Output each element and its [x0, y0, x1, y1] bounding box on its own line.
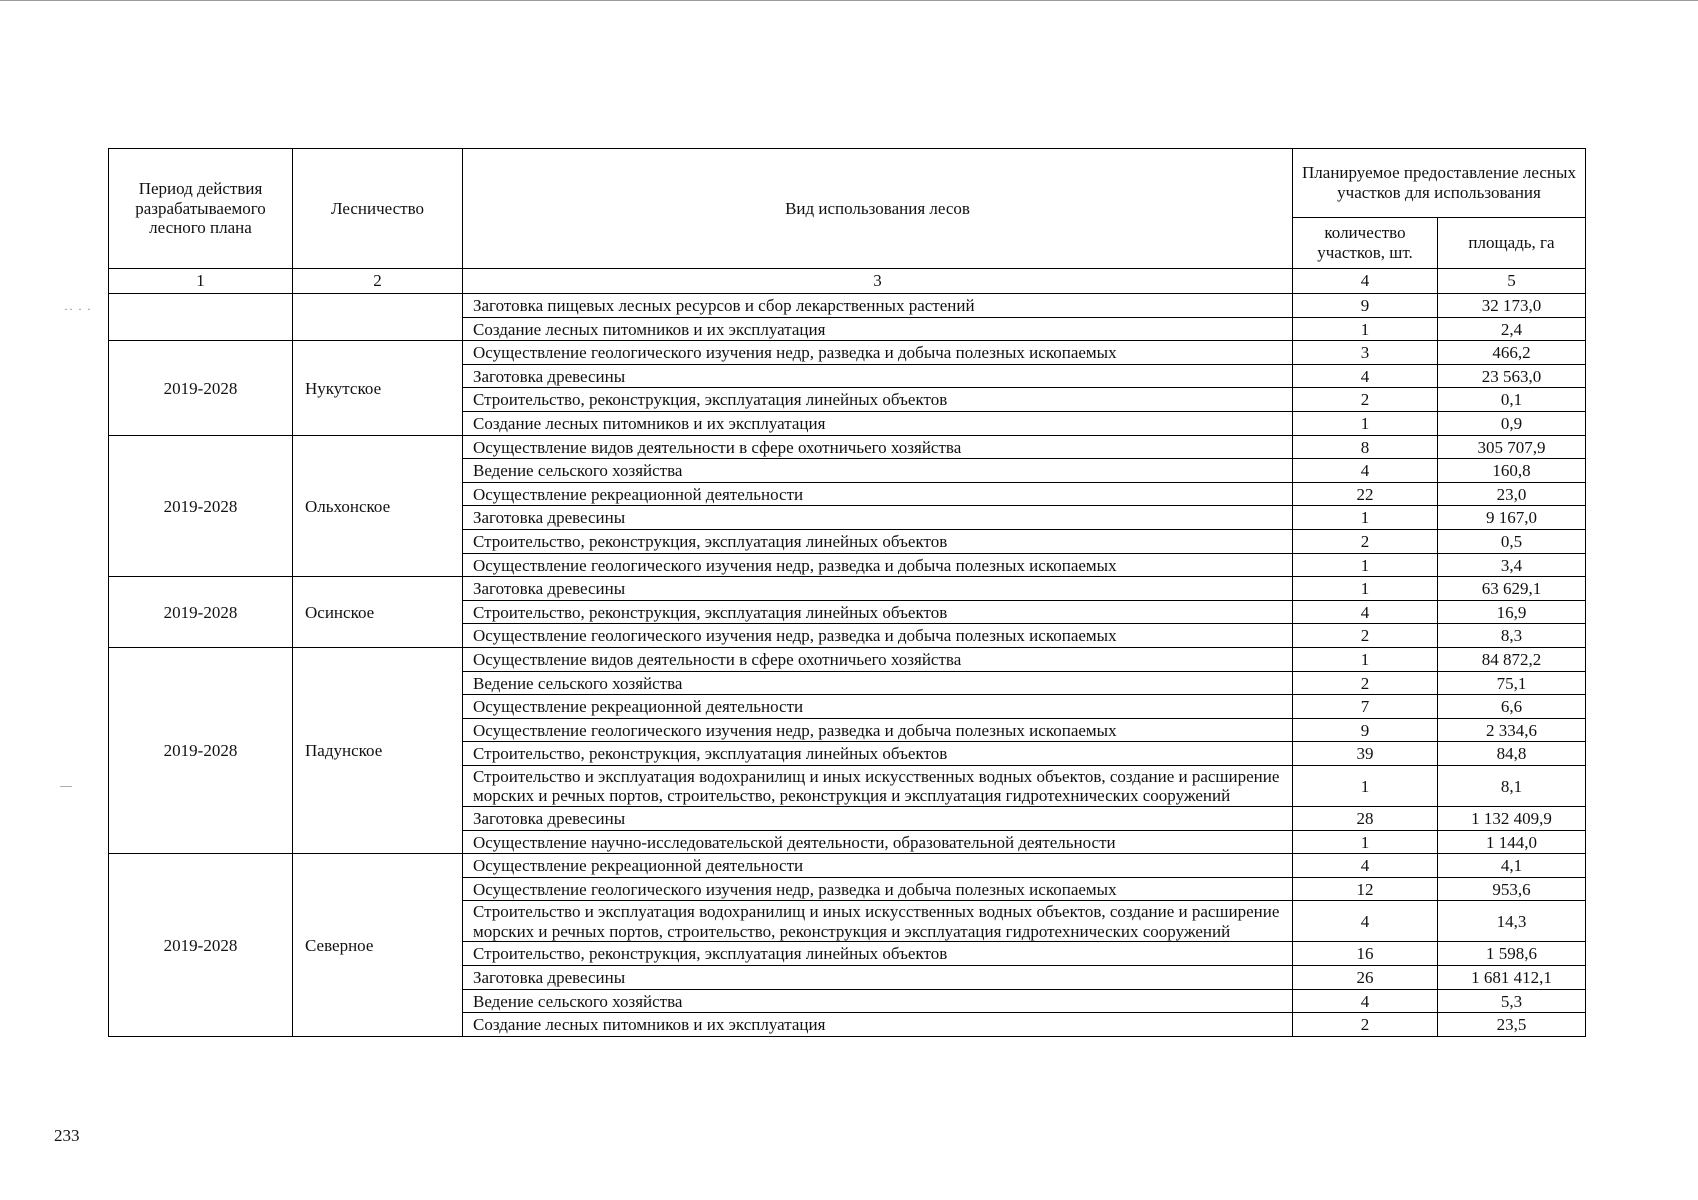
area-cell: 84 872,2 [1438, 647, 1586, 671]
use-cell: Осуществление геологического изучения недр, разведка и добыча полезных ископаемых [463, 341, 1293, 365]
use-cell: Осуществление геологического изучения недр, разведка и добыча полезных ископаемых [463, 553, 1293, 577]
use-cell: Ведение сельского хозяйства [463, 671, 1293, 695]
area-cell: 23,5 [1438, 1013, 1586, 1037]
area-cell: 23,0 [1438, 482, 1586, 506]
area-cell: 6,6 [1438, 695, 1586, 719]
area-cell: 1 681 412,1 [1438, 966, 1586, 990]
count-cell: 26 [1293, 966, 1438, 990]
area-cell: 75,1 [1438, 671, 1586, 695]
use-cell: Строительство и эксплуатация водохранилищ и иных искусственных водных объектов, создание и расширение морских и речных портов, строительство, реконструкция и эксплуатация гидротехнических сооружений [463, 901, 1293, 942]
count-cell: 1 [1293, 411, 1438, 435]
count-cell: 22 [1293, 482, 1438, 506]
area-cell: 63 629,1 [1438, 577, 1586, 601]
scan-edge [0, 0, 1698, 1]
use-cell: Осуществление рекреационной деятельности [463, 854, 1293, 878]
area-cell: 0,9 [1438, 411, 1586, 435]
count-cell: 9 [1293, 718, 1438, 742]
count-cell: 1 [1293, 553, 1438, 577]
area-cell: 2 334,6 [1438, 718, 1586, 742]
column-number: 4 [1293, 269, 1438, 294]
count-cell: 1 [1293, 765, 1438, 806]
forestry-cell: Падунское [293, 647, 463, 853]
period-cell: 2019-2028 [109, 647, 293, 853]
area-cell: 4,1 [1438, 854, 1586, 878]
period-cell: 2019-2028 [109, 341, 293, 435]
table-row [109, 341, 1586, 365]
header-area: площадь, га [1438, 218, 1586, 269]
use-cell: Создание лесных питомников и их эксплуатация [463, 411, 1293, 435]
area-cell: 1 144,0 [1438, 830, 1586, 854]
count-cell: 4 [1293, 854, 1438, 878]
area-cell: 16,9 [1438, 600, 1586, 624]
area-cell: 23 563,0 [1438, 364, 1586, 388]
table-row [109, 294, 1586, 318]
area-cell: 1 598,6 [1438, 942, 1586, 966]
use-cell: Заготовка пищевых лесных ресурсов и сбор лекарственных растений [463, 294, 1293, 318]
count-cell: 4 [1293, 364, 1438, 388]
period-cell [109, 294, 293, 341]
use-cell: Создание лесных питомников и их эксплуатация [463, 317, 1293, 341]
area-cell: 160,8 [1438, 459, 1586, 483]
use-cell: Заготовка древесины [463, 577, 1293, 601]
period-cell: 2019-2028 [109, 854, 293, 1037]
area-cell: 5,3 [1438, 989, 1586, 1013]
forestry-cell: Ольхонское [293, 435, 463, 577]
area-cell: 32 173,0 [1438, 294, 1586, 318]
use-cell: Строительство и эксплуатация водохранилищ и иных искусственных водных объектов, создание и расширение морских и речных портов, строительство, реконструкция и эксплуатация гидротехнических сооружений [463, 765, 1293, 806]
use-cell: Осуществление геологического изучения недр, разведка и добыча полезных ископаемых [463, 718, 1293, 742]
count-cell: 1 [1293, 506, 1438, 530]
use-cell: Строительство, реконструкция, эксплуатация линейных объектов [463, 942, 1293, 966]
use-cell: Строительство, реконструкция, эксплуатация линейных объектов [463, 529, 1293, 553]
area-cell: 2,4 [1438, 317, 1586, 341]
count-cell: 16 [1293, 942, 1438, 966]
use-cell: Строительство, реконструкция, эксплуатация линейных объектов [463, 388, 1293, 412]
use-cell: Заготовка древесины [463, 364, 1293, 388]
table-row [109, 577, 1586, 601]
header-forestry: Лесничество [293, 149, 463, 269]
column-number-row [109, 269, 1586, 294]
area-cell: 305 707,9 [1438, 435, 1586, 459]
use-cell: Осуществление рекреационной деятельности [463, 482, 1293, 506]
area-cell: 14,3 [1438, 901, 1586, 942]
table-row [109, 435, 1586, 459]
area-cell: 8,1 [1438, 765, 1586, 806]
count-cell: 39 [1293, 742, 1438, 766]
use-cell: Осуществление рекреационной деятельности [463, 695, 1293, 719]
column-number: 3 [463, 269, 1293, 294]
count-cell: 2 [1293, 529, 1438, 553]
count-cell: 2 [1293, 624, 1438, 648]
column-number: 1 [109, 269, 293, 294]
area-cell: 953,6 [1438, 877, 1586, 901]
count-cell: 4 [1293, 459, 1438, 483]
count-cell: 9 [1293, 294, 1438, 318]
use-cell: Строительство, реконструкция, эксплуатация линейных объектов [463, 600, 1293, 624]
count-cell: 12 [1293, 877, 1438, 901]
scan-noise-mark: ·· · · [64, 302, 92, 316]
forestry-cell: Северное [293, 854, 463, 1037]
use-cell: Осуществление геологического изучения недр, разведка и добыча полезных ископаемых [463, 624, 1293, 648]
forestry-cell [293, 294, 463, 341]
use-cell: Осуществление научно-исследовательской деятельности, образовательной деятельности [463, 830, 1293, 854]
count-cell: 8 [1293, 435, 1438, 459]
use-cell: Заготовка древесины [463, 966, 1293, 990]
column-number: 2 [293, 269, 463, 294]
period-cell: 2019-2028 [109, 577, 293, 648]
area-cell: 3,4 [1438, 553, 1586, 577]
table-row [109, 854, 1586, 878]
area-cell: 0,1 [1438, 388, 1586, 412]
use-cell: Создание лесных питомников и их эксплуатация [463, 1013, 1293, 1037]
area-cell: 0,5 [1438, 529, 1586, 553]
table-row [109, 647, 1586, 671]
area-cell: 84,8 [1438, 742, 1586, 766]
period-cell: 2019-2028 [109, 435, 293, 577]
use-cell: Заготовка древесины [463, 506, 1293, 530]
use-cell: Ведение сельского хозяйства [463, 989, 1293, 1013]
header-use: Вид использования лесов [463, 149, 1293, 269]
count-cell: 2 [1293, 388, 1438, 412]
count-cell: 3 [1293, 341, 1438, 365]
count-cell: 1 [1293, 317, 1438, 341]
use-cell: Строительство, реконструкция, эксплуатация линейных объектов [463, 742, 1293, 766]
count-cell: 2 [1293, 671, 1438, 695]
scan-noise-mark: — [60, 778, 73, 792]
header-planned: Планируемое предоставление лесных участков для использования [1293, 149, 1586, 218]
count-cell: 4 [1293, 901, 1438, 942]
forestry-cell: Нукутское [293, 341, 463, 435]
forestry-cell: Осинское [293, 577, 463, 648]
count-cell: 1 [1293, 647, 1438, 671]
count-cell: 4 [1293, 600, 1438, 624]
use-cell: Ведение сельского хозяйства [463, 459, 1293, 483]
forest-plan-table [108, 148, 1586, 1037]
use-cell: Осуществление видов деятельности в сфере охотничьего хозяйства [463, 435, 1293, 459]
area-cell: 466,2 [1438, 341, 1586, 365]
use-cell: Осуществление видов деятельности в сфере охотничьего хозяйства [463, 647, 1293, 671]
use-cell: Осуществление геологического изучения недр, разведка и добыча полезных ископаемых [463, 877, 1293, 901]
area-cell: 1 132 409,9 [1438, 806, 1586, 830]
count-cell: 2 [1293, 1013, 1438, 1037]
area-cell: 8,3 [1438, 624, 1586, 648]
page-number: 233 [54, 1126, 80, 1145]
table-header [109, 149, 1586, 294]
column-number: 5 [1438, 269, 1586, 294]
count-cell: 7 [1293, 695, 1438, 719]
area-cell: 9 167,0 [1438, 506, 1586, 530]
header-count: количество участков, шт. [1293, 218, 1438, 269]
count-cell: 28 [1293, 806, 1438, 830]
count-cell: 1 [1293, 830, 1438, 854]
use-cell: Заготовка древесины [463, 806, 1293, 830]
table-body [109, 294, 1586, 1037]
count-cell: 4 [1293, 989, 1438, 1013]
header-period: Период действия разрабатываемого лесного плана [109, 149, 293, 269]
count-cell: 1 [1293, 577, 1438, 601]
